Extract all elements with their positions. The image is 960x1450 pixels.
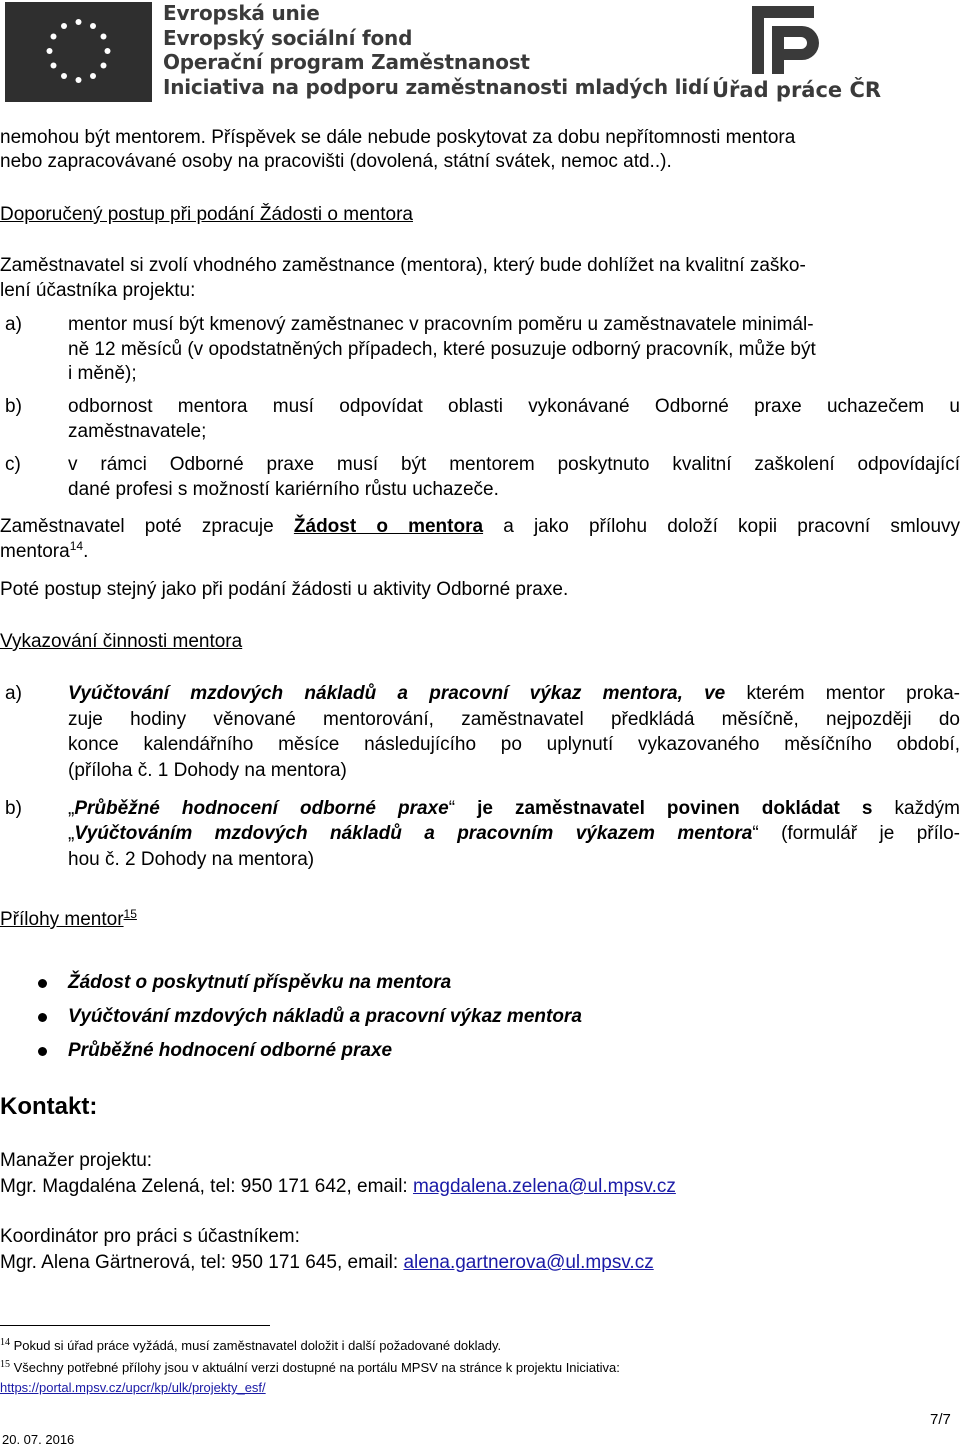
eu-line: Evropská unie <box>163 1 320 25</box>
procedure-heading: Doporučený postup při podání Žádosti o mentora <box>0 204 413 225</box>
list-item-text: zuje hodiny věnované mentorování, zaměstnavatel předkládá měsíčně, nejpozději do <box>68 709 960 730</box>
text: Mgr. Alena Gärtnerová, tel: 950 171 645, email: <box>0 1252 404 1273</box>
list-item-text: (příloha č. 1 Dohody na mentora) <box>68 760 347 781</box>
list-item-text: ně 12 měsíců (v opodstatněných případech, které posuzuje odborný pracovník, může být <box>68 339 816 360</box>
text: Mgr. Magdaléna Zelená, tel: 950 171 642, email: <box>0 1176 413 1197</box>
upcr-logo <box>712 2 882 107</box>
coordinator-email-link[interactable]: alena.gartnerova@ul.mpsv.cz <box>403 1252 654 1273</box>
footnote-15 <box>0 1360 620 1376</box>
footnote-number: 15 <box>0 1359 10 1370</box>
text: Vyúčtováním mzdových nákladů a pracovním výkazem mentora <box>74 823 753 844</box>
page-header <box>0 0 960 110</box>
text: Vyúčtování mzdových nákladů a pracovní výkaz mentora, ve <box>68 683 726 704</box>
text: “ (formulář je přílo- <box>752 823 960 844</box>
procedure-intro: Zaměstnavatel si zvolí vhodného zaměstnance (mentora), který bude dohlížet na kvalitní zaško- <box>0 255 806 276</box>
list-item-text: hou č. 2 Dohody na mentora) <box>68 849 315 870</box>
bullet-icon <box>38 979 47 988</box>
request-paragraph <box>0 515 960 539</box>
attachments-heading <box>0 908 137 932</box>
request-paragraph <box>0 540 88 564</box>
list-item-text <box>68 797 960 821</box>
list-item-text <box>68 682 960 706</box>
footer-date: 20. 07. 2016 <box>2 1432 75 1447</box>
eu-program-text <box>163 1 709 99</box>
text: Všechny potřebné přílohy jsou v aktuální verzi dostupné na portálu MPSV na stránce k projektu Iniciativa: <box>10 1360 620 1375</box>
text: “ <box>448 798 456 819</box>
text: kterém mentor proka- <box>725 683 960 704</box>
bullet-icon <box>38 1047 47 1056</box>
contact-heading: Kontakt: <box>0 1093 98 1120</box>
coordinator-contact <box>0 1251 654 1275</box>
footnote-15-link <box>0 1380 266 1396</box>
text: je zaměstnavatel povinen dokládat s <box>455 798 873 819</box>
text: . <box>83 541 89 562</box>
eu-flag-icon <box>5 2 152 102</box>
footnote-separator <box>0 1325 270 1326</box>
eu-line: Iniciativa na podporu zaměstnanosti mladých lidí <box>163 74 709 99</box>
list-item-text: konce kalendářního měsíce následujícího po uplynutí vykazovaného měsíčního období, <box>68 734 960 755</box>
footnote-number: 14 <box>0 1337 10 1348</box>
text: a jako přílohu doloží kopii pracovní smlouvy <box>483 516 960 537</box>
bullet-icon <box>38 1013 47 1022</box>
coordinator-label: Koordinátor pro práci s účastníkem: <box>0 1226 300 1247</box>
eu-line: Operační program Zaměstnanost <box>163 50 530 74</box>
text: mentora <box>0 541 70 562</box>
footnote-ref: 14 <box>69 539 84 553</box>
list-label: a) <box>5 683 22 704</box>
list-item-text: odbornost mentora musí odpovídat oblasti vykonávané Odborné praxe uchazečem u <box>68 396 960 417</box>
footnote-ref: 15 <box>123 907 137 921</box>
list-label: c) <box>5 454 21 475</box>
list-item-text: zaměstnavatele; <box>68 421 207 442</box>
text: „ <box>68 823 75 844</box>
intro-line: nebo zapracovávané osoby na pracovišti (dovolená, státní svátek, nemoc atd..). <box>0 151 672 172</box>
page-number: 7/7 <box>930 1411 951 1428</box>
text: Zaměstnavatel poté zpracuje <box>0 516 294 537</box>
reporting-heading: Vykazování činnosti mentora <box>0 631 243 652</box>
list-label: a) <box>5 314 22 335</box>
attachment-item: Žádost o poskytnutí příspěvku na mentora <box>68 972 452 993</box>
procedure-note: Poté postup stejný jako při podání žádosti u aktivity Odborné praxe. <box>0 579 569 600</box>
list-item-text: dané profesi s možností kariérního růstu uchazeče. <box>68 479 499 500</box>
attachment-item: Průběžné hodnocení odborné praxe <box>68 1040 393 1061</box>
text: „ <box>68 798 75 819</box>
list-item-text: i měně); <box>68 363 137 384</box>
text: každým <box>872 798 960 819</box>
text: Průběžné hodnocení odborné praxe <box>74 798 449 819</box>
portal-link[interactable]: https://portal.mpsv.cz/upcr/kp/ulk/projekty_esf/ <box>0 1380 266 1395</box>
upcr-logo-icon <box>747 2 827 78</box>
upcr-logo-text: Úřad práce ČR <box>712 78 882 102</box>
list-label: b) <box>5 798 22 819</box>
list-item-text: v rámci Odborné praxe musí být mentorem poskytnuto kvalitní zaškolení odpovídající <box>68 454 960 475</box>
list-item-text: mentor musí být kmenový zaměstnanec v pracovním poměru u zaměstnavatele minimál- <box>68 314 814 335</box>
intro-line: nemohou být mentorem. Příspěvek se dále nebude poskytovat za dobu nepřítomnosti mentora <box>0 127 796 148</box>
footnote-14 <box>0 1338 501 1354</box>
manager-label: Manažer projektu: <box>0 1150 153 1171</box>
manager-email-link[interactable]: magdalena.zelena@ul.mpsv.cz <box>412 1176 676 1197</box>
manager-contact <box>0 1175 676 1199</box>
text: Pokud si úřad práce vyžádá, musí zaměstnavatel doložit i další požadované doklady. <box>10 1338 502 1353</box>
request-form-name: Žádost o mentora <box>293 516 484 537</box>
text: Přílohy mentor <box>0 909 124 930</box>
list-item-text <box>68 822 960 846</box>
list-label: b) <box>5 396 22 417</box>
attachment-item: Vyúčtování mzdových nákladů a pracovní výkaz mentora <box>68 1006 582 1027</box>
eu-line: Evropský sociální fond <box>163 25 413 50</box>
procedure-intro: lení účastníka projektu: <box>0 280 196 301</box>
